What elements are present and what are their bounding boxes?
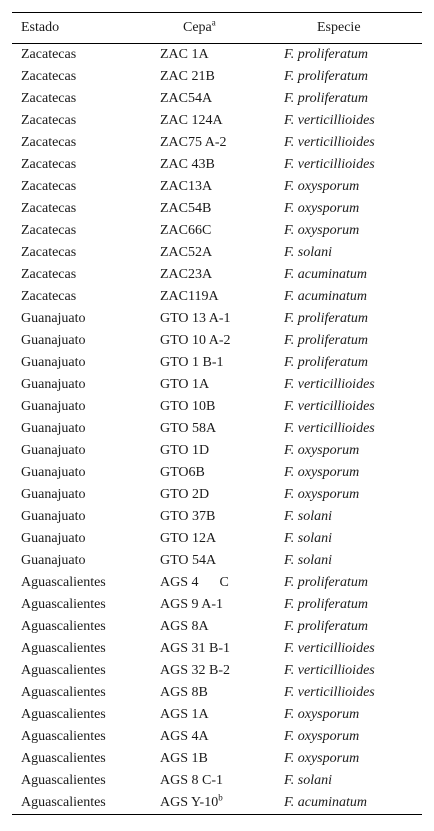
cell-estado: Zacatecas xyxy=(21,157,77,172)
cell-estado: Guanajuato xyxy=(21,399,86,414)
cell-especie: F. acuminatum xyxy=(284,289,367,304)
cell-cepa-label: ZAC23A xyxy=(160,267,213,282)
table-row xyxy=(12,44,422,67)
table-row xyxy=(12,352,422,374)
cell-cepa-label: AGS 32 B-2 xyxy=(160,663,231,678)
cell-cepa-label: ZAC 1A xyxy=(160,47,209,62)
cell-especie: F. proliferatum xyxy=(284,333,369,348)
cell-cepa xyxy=(151,704,279,726)
cell-estado: Guanajuato xyxy=(21,421,86,436)
table-row xyxy=(12,374,422,396)
cell-estado: Guanajuato xyxy=(21,531,86,546)
cell-cepa-label: ZAC119A xyxy=(160,289,219,304)
cell-cepa xyxy=(151,462,279,484)
table-row xyxy=(12,440,422,462)
cell-especie: F. solani xyxy=(284,245,332,260)
cell-cepa xyxy=(151,572,279,594)
cell-cepa xyxy=(151,132,279,154)
cell-estado: Zacatecas xyxy=(21,179,77,194)
table-row xyxy=(12,462,422,484)
table-row xyxy=(12,616,422,638)
cell-estado: Guanajuato xyxy=(21,333,86,348)
cell-cepa xyxy=(151,484,279,506)
cell-cepa-label: ZAC66C xyxy=(160,223,212,238)
cell-especie: F. verticillioides xyxy=(284,113,375,128)
cell-especie: F. solani xyxy=(284,509,332,524)
cell-estado: Guanajuato xyxy=(21,465,86,480)
cell-especie: F. verticillioides xyxy=(284,377,375,392)
cell-estado: Zacatecas xyxy=(21,135,77,150)
column-header-estado xyxy=(12,13,151,44)
header-row xyxy=(12,13,422,44)
cell-estado: Zacatecas xyxy=(21,47,77,62)
cell-estado: Aguascalientes xyxy=(21,795,106,810)
cell-estado: Zacatecas xyxy=(21,69,77,84)
cell-cepa xyxy=(151,418,279,440)
cell-estado: Zacatecas xyxy=(21,113,77,128)
table-row xyxy=(12,704,422,726)
cell-estado: Aguascalientes xyxy=(21,707,106,722)
cell-cepa xyxy=(151,594,279,616)
table-header xyxy=(12,13,422,44)
table-row xyxy=(12,638,422,660)
cell-estado: Zacatecas xyxy=(21,223,77,238)
table-row xyxy=(12,506,422,528)
table-row xyxy=(12,792,422,815)
cell-estado: Aguascalientes xyxy=(21,751,106,766)
table-row xyxy=(12,220,422,242)
cell-estado: Aguascalientes xyxy=(21,663,106,678)
cell-especie: F. proliferatum xyxy=(284,311,369,326)
cell-cepa xyxy=(151,66,279,88)
cell-cepa xyxy=(151,726,279,748)
cell-estado: Zacatecas xyxy=(21,245,77,260)
table-row xyxy=(12,110,422,132)
cell-cepa-label: ZAC54B xyxy=(160,201,212,216)
cell-cepa-label: ZAC 43B xyxy=(160,157,215,172)
cell-cepa-label: GTO 37B xyxy=(160,509,216,524)
cell-cepa-label: AGS 8 C-1 xyxy=(160,773,224,788)
cell-especie: F. oxysporum xyxy=(284,223,360,238)
table-row xyxy=(12,330,422,352)
cell-especie: F. oxysporum xyxy=(284,751,360,766)
column-header-cepa xyxy=(151,13,279,44)
cell-especie: F. verticillioides xyxy=(284,135,375,150)
cell-especie: F. proliferatum xyxy=(284,91,369,106)
cell-cepa xyxy=(151,616,279,638)
cell-cepa xyxy=(151,682,279,704)
cell-estado: Zacatecas xyxy=(21,289,77,304)
cell-cepa-label: GTO 1 B-1 xyxy=(160,355,224,370)
cell-especie: F. solani xyxy=(284,531,332,546)
cell-especie: F. verticillioides xyxy=(284,685,375,700)
cell-cepa-label: GTO 58A xyxy=(160,421,217,436)
cell-cepa-label: GTO 12A xyxy=(160,531,217,546)
table-row xyxy=(12,770,422,792)
cell-cepa xyxy=(151,352,279,374)
cell-cepa xyxy=(151,748,279,770)
table-row xyxy=(12,418,422,440)
table-row xyxy=(12,198,422,220)
cell-cepa-label: GTO6B xyxy=(160,465,205,480)
cell-estado: Aguascalientes xyxy=(21,773,106,788)
table-row xyxy=(12,154,422,176)
cell-cepa-label: GTO 1A xyxy=(160,377,210,392)
cell-estado: Aguascalientes xyxy=(21,729,106,744)
cell-especie: F. proliferatum xyxy=(284,47,369,62)
strain-table xyxy=(12,12,422,815)
cell-cepa xyxy=(151,374,279,396)
table-row xyxy=(12,528,422,550)
cell-cepa xyxy=(151,242,279,264)
cell-cepa-label: GTO 2D xyxy=(160,487,210,502)
header-cepa-footnote-marker: a xyxy=(211,17,216,28)
table-row xyxy=(12,66,422,88)
strain-table-container xyxy=(12,12,422,815)
cell-cepa-label: ZAC 21B xyxy=(160,69,215,84)
cell-estado: Aguascalientes xyxy=(21,641,106,656)
cell-cepa xyxy=(151,286,279,308)
cell-estado: Guanajuato xyxy=(21,355,86,370)
table-row xyxy=(12,594,422,616)
cell-especie: F. oxysporum xyxy=(284,443,360,458)
cell-especie: F. oxysporum xyxy=(284,729,360,744)
cell-cepa-label: ZAC 124A xyxy=(160,113,223,128)
cell-cepa-label: GTO 10B xyxy=(160,399,216,414)
cell-especie: F. oxysporum xyxy=(284,465,360,480)
cell-cepa-label: AGS 8A xyxy=(160,619,209,634)
table-row xyxy=(12,550,422,572)
cell-cepa xyxy=(151,198,279,220)
cell-especie: F. oxysporum xyxy=(284,487,360,502)
cell-especie: F. proliferatum xyxy=(284,575,369,590)
cell-cepa xyxy=(151,176,279,198)
cell-estado: Guanajuato xyxy=(21,487,86,502)
cell-cepa xyxy=(151,550,279,572)
cell-especie: F. verticillioides xyxy=(284,663,375,678)
cell-cepa-label: AGS Y-10 xyxy=(160,795,219,810)
cell-cepa-label: AGS 9 A-1 xyxy=(160,597,224,612)
header-especie-label: Especie xyxy=(317,20,361,35)
cell-cepa xyxy=(151,770,279,792)
cell-cepa-label: GTO 54A xyxy=(160,553,217,568)
cell-especie: F. solani xyxy=(284,773,332,788)
cell-cepa-footnote-marker: b xyxy=(218,792,223,803)
table-row xyxy=(12,396,422,418)
cell-estado: Aguascalientes xyxy=(21,619,106,634)
table-row xyxy=(12,726,422,748)
cell-cepa-label: GTO 13 A-1 xyxy=(160,311,231,326)
cell-cepa xyxy=(151,506,279,528)
cell-cepa xyxy=(151,264,279,286)
cell-estado: Guanajuato xyxy=(21,553,86,568)
cell-especie: F. oxysporum xyxy=(284,179,360,194)
header-cepa-label: Cepa xyxy=(183,20,212,35)
cell-estado: Guanajuato xyxy=(21,311,86,326)
cell-cepa-label: AGS 31 B-1 xyxy=(160,641,231,656)
cell-especie: F. verticillioides xyxy=(284,399,375,414)
cell-estado: Aguascalientes xyxy=(21,597,106,612)
cell-cepa xyxy=(151,88,279,110)
cell-cepa xyxy=(151,44,279,67)
cell-estado: Guanajuato xyxy=(21,443,86,458)
cell-especie: F. verticillioides xyxy=(284,157,375,172)
table-row xyxy=(12,242,422,264)
cell-especie: F. proliferatum xyxy=(284,355,369,370)
cell-especie: F. oxysporum xyxy=(284,707,360,722)
cell-cepa-label: ZAC13A xyxy=(160,179,213,194)
cell-especie: F. acuminatum xyxy=(284,795,367,810)
cell-cepa-label: AGS 8B xyxy=(160,685,208,700)
cell-cepa-label: AGS 4A xyxy=(160,729,209,744)
cell-cepa-label: AGS 1A xyxy=(160,707,209,722)
cell-especie: F. verticillioides xyxy=(284,641,375,656)
cell-cepa-label: ZAC54A xyxy=(160,91,213,106)
cell-especie: F. proliferatum xyxy=(284,619,369,634)
cell-estado: Guanajuato xyxy=(21,509,86,524)
cell-especie: F. acuminatum xyxy=(284,267,367,282)
cell-cepa-label: GTO 10 A-2 xyxy=(160,333,231,348)
cell-estado: Guanajuato xyxy=(21,377,86,392)
cell-cepa xyxy=(151,220,279,242)
cell-especie: F. oxysporum xyxy=(284,201,360,216)
cell-cepa xyxy=(151,792,279,815)
cell-estado: Zacatecas xyxy=(21,91,77,106)
cell-cepa xyxy=(151,396,279,418)
table-row xyxy=(12,286,422,308)
cell-estado: Aguascalientes xyxy=(21,685,106,700)
cell-cepa-label: GTO 1D xyxy=(160,443,210,458)
cell-cepa xyxy=(151,440,279,462)
cell-especie: F. verticillioides xyxy=(284,421,375,436)
cell-cepa xyxy=(151,110,279,132)
cell-especie: F. proliferatum xyxy=(284,597,369,612)
header-estado-label: Estado xyxy=(21,20,60,35)
cell-especie: F. solani xyxy=(284,553,332,568)
cell-cepa xyxy=(151,528,279,550)
table-row xyxy=(12,682,422,704)
table-row xyxy=(12,484,422,506)
cell-cepa xyxy=(151,638,279,660)
table-row xyxy=(12,132,422,154)
cell-estado: Zacatecas xyxy=(21,201,77,216)
cell-estado: Zacatecas xyxy=(21,267,77,282)
cell-estado: Aguascalientes xyxy=(21,575,106,590)
table-row xyxy=(12,572,422,594)
table-body xyxy=(12,44,422,815)
column-header-especie xyxy=(279,13,422,44)
cell-cepa-label: AGS 4 C xyxy=(160,575,229,590)
cell-cepa xyxy=(151,660,279,682)
table-row xyxy=(12,176,422,198)
table-row xyxy=(12,748,422,770)
cell-especie: F. proliferatum xyxy=(284,69,369,84)
table-row xyxy=(12,308,422,330)
cell-cepa xyxy=(151,308,279,330)
table-row xyxy=(12,88,422,110)
cell-cepa-label: ZAC75 A-2 xyxy=(160,135,227,150)
cell-cepa-label: AGS 1B xyxy=(160,751,208,766)
table-row xyxy=(12,660,422,682)
cell-cepa xyxy=(151,330,279,352)
table-row xyxy=(12,264,422,286)
cell-cepa xyxy=(151,154,279,176)
cell-cepa-label: ZAC52A xyxy=(160,245,213,260)
